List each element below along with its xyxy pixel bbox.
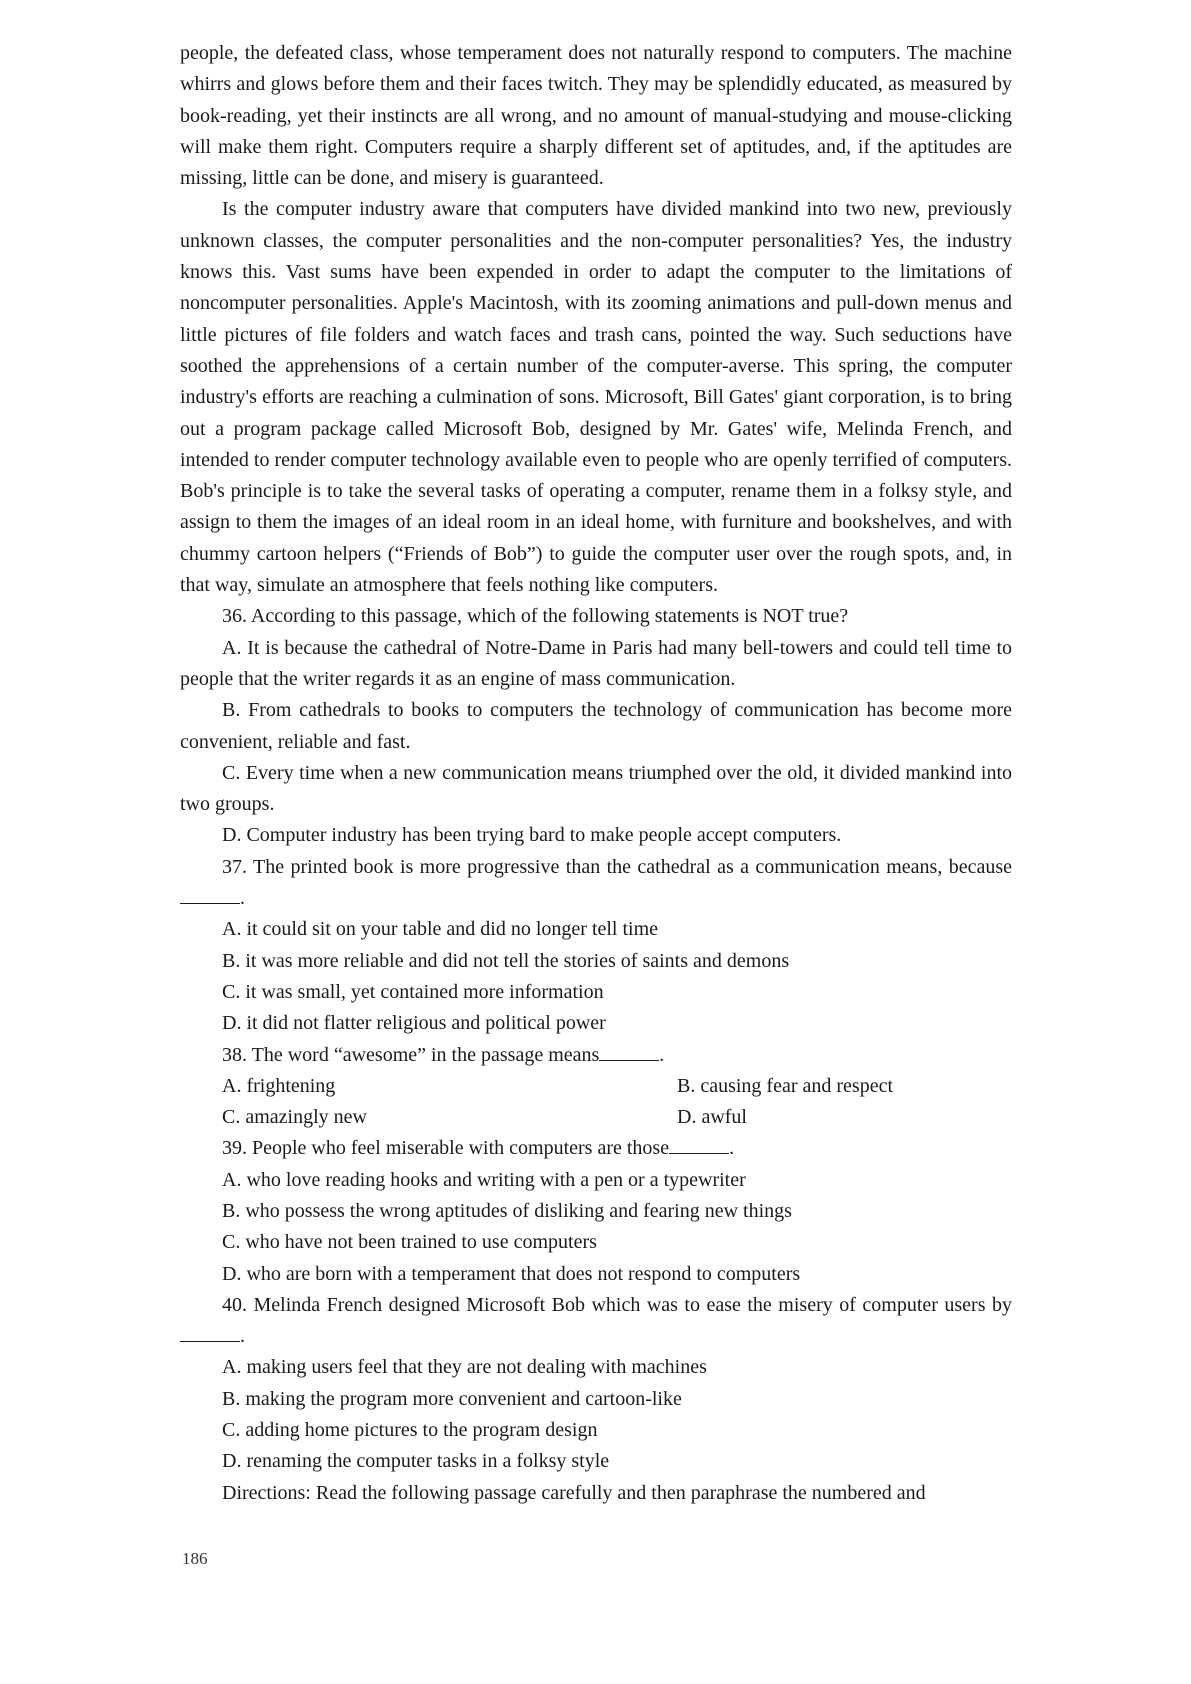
question-38 <box>180 1040 1012 1134</box>
option-c: C. adding home pictures to the program design <box>222 1419 598 1442</box>
option-b: B. it was more reliable and did not tell the stories of saints and demons <box>222 949 790 972</box>
option-c: C. who have not been trained to use computers <box>222 1231 597 1254</box>
option-a: A. it could sit on your table and did no longer tell time <box>222 918 659 941</box>
option-b: B. causing fear and respect <box>677 1074 894 1097</box>
answer-blank <box>180 902 240 904</box>
answer-blank <box>180 1340 240 1342</box>
question-stem <box>180 1040 1012 1071</box>
option-c: C. it was small, yet contained more information <box>222 980 604 1003</box>
directions: Directions: Read the following passage carefully and then paraphrase the numbered and <box>222 1481 926 1504</box>
stem-end: . <box>240 887 245 910</box>
stem-text: 38. The word “awesome” in the passage means <box>222 1043 600 1066</box>
option-a: A. It is because the cathedral of Notre-Dame in Paris had many bell-towers and could tell time to people that the writer regards it as an engine of mass communication. <box>180 636 1012 690</box>
option-c: C. Every time when a new communication means triumphed over the old, it divided mankind into two groups. <box>180 761 1012 816</box>
question-36 <box>180 601 1012 851</box>
passage-paragraph: people, the defeated class, whose temperament does not naturally respond to computers. The machine whirrs and glows before them and their faces twitch. They may be splendidly educated, as measured by book-reading, yet their instincts are all wrong, and no amount of manual-studying and mouse-clicking will make them right. Computers require a sharply different set of aptitudes, and, if the aptitudes are missing, little can be done, and misery is guaranteed. <box>180 42 1012 190</box>
page-number: 186 <box>182 1549 208 1568</box>
stem-text: 40. Melinda French designed Microsoft Bob which was to ease the misery of computer users by <box>222 1293 1012 1316</box>
option-d: D. it did not flatter religious and political power <box>222 1012 606 1035</box>
option-a: A. making users feel that they are not dealing with machines <box>222 1356 707 1379</box>
option-a: A. frightening <box>222 1074 336 1097</box>
stem-end: . <box>659 1043 665 1066</box>
option-b: B. who possess the wrong aptitudes of disliking and fearing new things <box>222 1199 792 1222</box>
passage-paragraph: Is the computer industry aware that computers have divided mankind into two new, previously unknown classes, the computer personalities and the non-computer personalities? Yes, the industry knows this. Vast sums have been expended in order to adapt the computer to the limitations of noncomputer personalities. Apple's Macintosh, with its zooming animations and pull-down menus and little pictures of file folders and watch faces and trash cans, pointed the way. Such seductions have soothed the apprehensions of a certain number of the computer-averse. This spring, the computer industry's efforts are reaching a culmination of sons. Microsoft, Bill Gates' giant corporation, is to bring out a program package called Microsoft Bob, designed by Mr. Gates' wife, Melinda French, and intended to render computer technology available even to people who are openly terrified of computers. Bob's principle is to take the several tasks of operating a computer, rename them in a folksy style, and assign to them the images of an ideal room in an ideal home, with furniture and bookshelves, and with chummy cartoon helpers (“Friends of Bob”) to guide the computer user over the rough spots, and, in that way, simulate an atmosphere that feels nothing like computers. <box>180 198 1012 597</box>
question-40 <box>180 1290 1012 1478</box>
stem-end: . <box>729 1137 735 1160</box>
option-d: D. who are born with a temperament that does not respond to computers <box>222 1262 801 1285</box>
option-c: C. amazingly new <box>222 1106 367 1129</box>
option-a: A. who love reading hooks and writing with a pen or a typewriter <box>222 1168 746 1191</box>
option-d: D. renaming the computer tasks in a folksy style <box>222 1450 610 1473</box>
answer-blank <box>669 1152 729 1154</box>
question-37 <box>180 852 1012 1040</box>
option-b: B. making the program more convenient and cartoon-like <box>222 1387 682 1410</box>
page-body <box>180 38 1012 1509</box>
stem-text: 37. The printed book is more progressive than the cathedral as a communication means, because <box>222 855 1012 878</box>
question-stem <box>180 852 1012 915</box>
question-stem <box>180 1290 1012 1353</box>
question-39 <box>180 1133 1012 1289</box>
option-b: B. From cathedrals to books to computers the technology of communication has become more convenient, reliable and fast. <box>180 699 1012 753</box>
question-stem: 36. According to this passage, which of the following statements is NOT true? <box>222 605 849 628</box>
question-stem <box>180 1133 1012 1164</box>
options-row <box>180 1102 1012 1133</box>
stem-text: 39. People who feel miserable with computers are those <box>222 1137 670 1160</box>
option-d: D. Computer industry has been trying bard to make people accept computers. <box>222 824 842 847</box>
stem-end: . <box>240 1325 245 1348</box>
answer-blank <box>599 1059 659 1061</box>
option-d: D. awful <box>677 1106 747 1129</box>
options-row <box>180 1071 1012 1102</box>
